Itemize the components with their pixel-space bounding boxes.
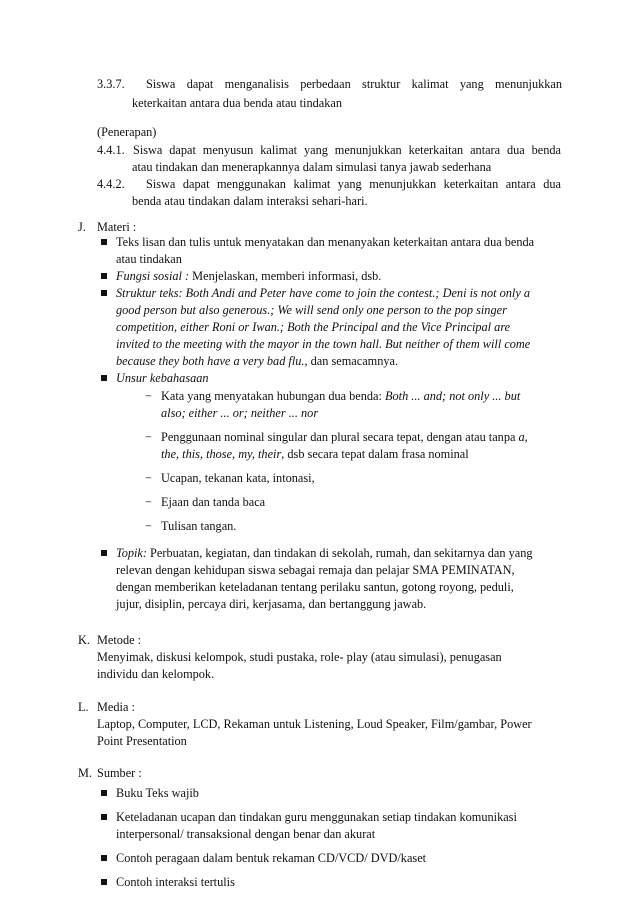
section-letter-k: K. [78,633,90,647]
struktur-teks-italic: because they both have a very bad flu. [116,354,305,368]
dash-icon: − [145,471,152,485]
competency-4-4-1-line-2: atau tindakan dan menerapkannya dalam simulasi tanya jawab sederhana [132,160,492,174]
sumber-item-3: Contoh peragaan dalam bentuk rekaman CD/VCD/ DVD/kaset [116,851,427,865]
unsur-item-2-text: Penggunaan nominal singular dan plural secara tepat, dengan atau tanpa [161,430,519,444]
dash-icon: − [145,430,152,444]
topik-label: Topik: [116,546,147,560]
sumber-item-1: Buku Teks wajib [116,786,199,800]
metode-heading: Metode : [97,633,142,647]
topik-line-4: jujur, disiplin, percaya diri, kerjasama, dan bertanggung jawab. [116,597,427,611]
sumber-item-2-line-1: Keteladanan ucapan dan tindakan guru menggunakan setiap tindakan komunikasi [116,810,517,824]
competency-4-4-2-line-2: benda atau tindakan dalam interaksi sehari-hari. [132,194,368,208]
competency-4-4-2-line-1: Siswa dapat menggunakan kalimat yang menunjukkan keterkaitan antara dua [146,177,561,191]
fungsi-sosial-text: Menjelaskan, memberi informasi, dsb. [189,269,382,283]
bullet-square-icon [101,855,107,861]
media-heading: Media : [97,700,135,714]
metode-line-1: Menyimak, diskusi kelompok, studi pustaka, role- play (atau simulasi), penugasan [97,650,502,664]
section-letter-m: M. [78,766,93,780]
bullet-square-icon [101,550,107,556]
sumber-item-2-line-2: interpersonal/ transaksional dengan benar dan akurat [116,827,376,841]
unsur-item-1-line-2: also; either ... or; neither ... nor [161,406,319,420]
competency-3-3-7-line-1: Siswa dapat menganalisis perbedaan struktur kalimat yang menunjukkan [146,77,562,91]
section-letter-l: L. [78,700,89,714]
bullet-square-icon [101,790,107,796]
unsur-item-2-line-2-italic: the, this, those, my, their [161,447,282,461]
fungsi-sosial-label: Fungsi sosial : [116,269,190,283]
competency-number-4-4-1: 4.4.1. [97,143,125,157]
bullet-square-icon [101,239,107,245]
unsur-item-2-line-2 [161,446,469,462]
struktur-teks-line-5 [116,353,398,369]
bullet-square-icon [101,375,107,381]
sumber-heading: Sumber : [97,766,142,780]
topik-text: Perbuatan, kegiatan, dan tindakan di sekolah, rumah, dan sekitarnya dan yang [146,546,533,560]
media-line-2: Point Presentation [97,734,187,748]
unsur-item-1-italic: Both ... and; not only ... but [385,389,521,403]
unsur-item-2-line-2-text: , dsb secara tepat dalam frasa nominal [281,447,469,461]
unsur-item-1-line-1 [161,388,520,404]
topik-line-2: relevan dengan kehidupan siswa sebagai remaja dan pelajar SMA PEMINATAN, [116,563,515,577]
unsur-item-4: Ejaan dan tanda baca [161,495,266,509]
topik-line-3: dengan memberikan keteladanan tentang perilaku santun, gotong royong, peduli, [116,580,514,594]
media-line-1: Laptop, Computer, LCD, Rekaman untuk Listening, Loud Speaker, Film/gambar, Power [97,717,532,731]
unsur-item-2-italic: a, [518,430,528,444]
topik-line-1 [116,545,533,561]
unsur-kebahasaan-label: Unsur kebahasaan [116,371,209,385]
materi-item-fungsi-sosial [116,268,381,284]
competency-3-3-7-line-2: keterkaitan antara dua benda atau tindakan [132,96,342,110]
materi-heading: Materi : [97,220,137,234]
section-letter-j: J. [78,220,86,234]
bullet-square-icon [101,290,107,296]
competency-number-3-3-7: 3.3.7. [97,77,125,91]
dash-icon: − [145,389,152,403]
competency-number-4-4-2: 4.4.2. [97,177,125,191]
unsur-item-5: Tulisan tangan. [161,519,237,533]
dash-icon: − [145,519,152,533]
materi-item-1-line-1: Teks lisan dan tulis untuk menyatakan dan menanyakan keterkaitan antara dua benda [116,235,535,249]
sumber-item-4: Contoh interaksi tertulis [116,875,235,889]
unsur-item-2-line-1 [161,429,528,445]
struktur-teks-line-3: competition, either Roni or Iwan.; Both the Principal and the Vice Principal are [116,320,511,334]
bullet-square-icon [101,814,107,820]
penerapan-label: (Penerapan) [97,125,157,139]
bullet-square-icon [101,273,107,279]
bullet-square-icon [101,879,107,885]
unsur-item-3: Ucapan, tekanan kata, intonasi, [161,471,315,485]
struktur-teks-line-4: invited to the meeting with the mayor in the town hall. But neither of them will come [116,337,531,351]
struktur-teks-line-2: good person but also generous.; We will send only one person to the pop singer [116,303,507,317]
unsur-item-1-text: Kata yang menyatakan hubungan dua benda: [161,389,385,403]
struktur-teks-rest: , dan semacamnya. [304,354,399,368]
materi-item-1-line-2: atau tindakan [116,252,182,266]
metode-line-2: individu dan kelompok. [97,667,215,681]
dash-icon: − [145,495,152,509]
competency-4-4-1-line-1: Siswa dapat menyusun kalimat yang menunjukkan keterkaitan antara dua benda [133,143,561,157]
struktur-teks-line-1: Struktur teks: Both Andi and Peter have come to join the contest.; Deni is not only a [116,286,531,300]
